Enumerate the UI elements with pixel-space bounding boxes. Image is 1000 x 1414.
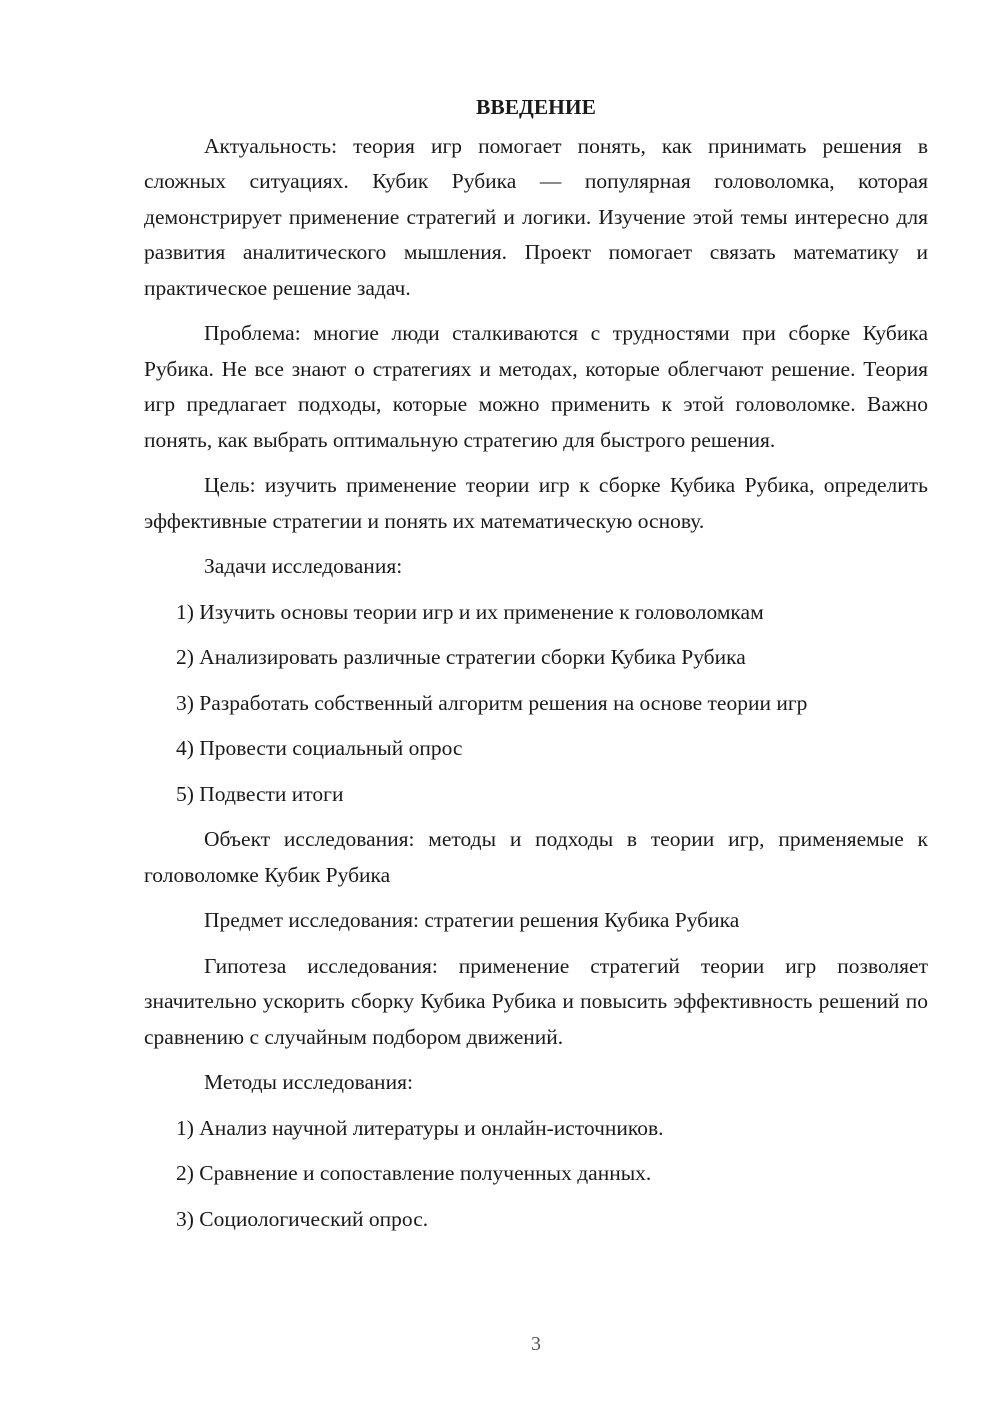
method-item: 1) Анализ научной литературы и онлайн-источников. [176, 1115, 664, 1140]
task-item: 3) Разработать собственный алгоритм решения на основе теории игр [176, 690, 808, 715]
tasks-heading: Задачи исследования: [204, 554, 403, 578]
document-page [144, 90, 928, 1247]
method-item: 3) Социологический опрос. [176, 1206, 429, 1231]
task-item: 4) Провести социальный опрос [176, 736, 463, 760]
subject-paragraph: Предмет исследования: стратегии решения Кубика Рубика [204, 908, 740, 932]
page-number: 3 [531, 1333, 541, 1355]
goal-paragraph: Цель: изучить применение теории игр к сборке Кубика Рубика, определить эффективные стратегии и понять их математическую основу. [144, 473, 928, 533]
task-item: 1) Изучить основы теории игр и их применение к головоломкам [176, 599, 764, 624]
task-item: 5) Подвести итоги [176, 781, 344, 806]
task-item: 2) Анализировать различные стратегии сборки Кубика Рубика [176, 645, 746, 669]
problem-paragraph: Проблема: многие люди сталкиваются с трудностями при сборке Кубика Рубика. Не все знают о стратегиях и методах, которые облегчают решение. Теория игр предлагает подходы, которые можно применить к этой головоломке. Важно понять, как выбрать оптимальную стратегию для быстрого решения. [144, 321, 928, 452]
object-paragraph: Объект исследования: методы и подходы в теории игр, применяемые к головоломке Кубик Рубика [144, 827, 928, 887]
page-title: ВВЕДЕНИЕ [476, 95, 596, 119]
methods-heading: Методы исследования: [204, 1070, 413, 1094]
relevance-paragraph: Актуальность: теория игр помогает понять, как принимать решения в сложных ситуациях. Кубик Рубика — популярная головоломка, которая демонстрирует применение стратегий и логики. Изучение этой темы интересно для развития аналитического мышления. Проект помогает связать математику и практическое решение задач. [144, 133, 928, 300]
hypothesis-paragraph: Гипотеза исследования: применение стратегий теории игр позволяет значительно ускорить сборку Кубика Рубика и повысить эффективность решений по сравнению с случайным подбором движений. [144, 953, 928, 1049]
method-item: 2) Сравнение и сопоставление полученных данных. [176, 1161, 652, 1185]
